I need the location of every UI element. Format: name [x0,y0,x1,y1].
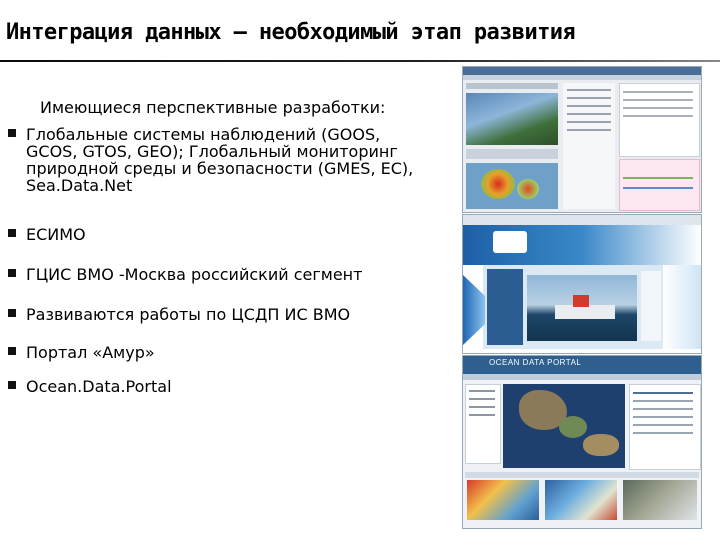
bullet-item-esimo [8,226,448,243]
bullet-item-global-systems [8,126,448,194]
bullet-line: Глобальные системы наблюдений (GOOS, [26,125,381,144]
title-divider [0,60,720,62]
esimo-portal-screenshot [462,66,702,213]
bullet-text: ГЦИС ВМО -Москва российский сегмент [26,265,363,284]
seadatanet-portal-screenshot [462,214,702,354]
slide-title: Интеграция данных – необходимый этап развития [6,20,576,45]
bullet-square-icon [8,269,16,277]
bullet-square-icon [8,129,16,137]
ocean-data-portal-screenshot [462,355,702,529]
bullet-text [26,126,448,194]
bullet-line: Sea.Data.Net [26,176,133,195]
bullet-text: Развиваются работы по ЦСДП ИС ВМО [26,305,351,324]
ocean-portal-banner: OCEAN DATA PORTAL [489,358,582,367]
bullet-text: Ocean.Data.Portal [26,377,172,396]
subheading: Имеющиеся перспективные разработки: [40,98,386,117]
bullet-square-icon [8,347,16,355]
bullet-text: Портал «Амур» [26,343,155,362]
bullet-square-icon [8,381,16,389]
bullet-line: природной среды и безопасности (GMES, EC), [26,159,414,178]
bullet-square-icon [8,309,16,317]
bullet-item-ocean-data-portal [8,378,448,395]
bullet-text: ЕСИМО [26,225,86,244]
bullet-square-icon [8,229,16,237]
bullet-line: GCOS, GTOS, GEO); Глобальный мониторинг [26,142,398,161]
bullet-item-amur [8,344,448,361]
bullet-item-gtsis [8,266,448,283]
bullet-item-tsdp [8,306,448,323]
